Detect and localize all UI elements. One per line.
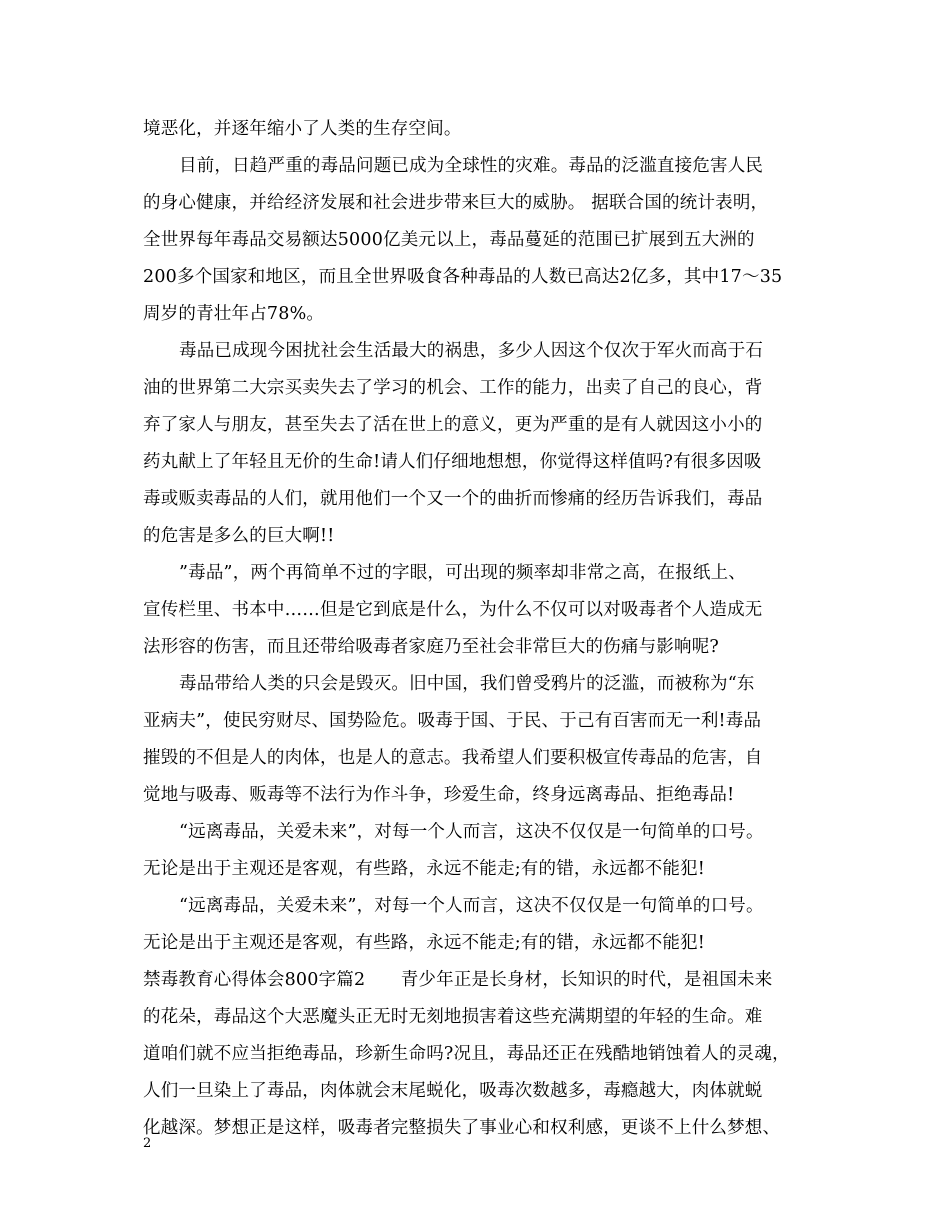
text-line: 觉地与吸毒、贩毒等不法行为作斗争，珍爱生命，终身远离毒品、拒绝毒品! (143, 785, 735, 805)
text-line: 的花朵，毒品这个大恶魔头正无时无刻地损害着这些充满期望的年轻的生命。难 (143, 1007, 763, 1027)
text-line: “远离毒品，关爱未来”，对每一个人而言，这决不仅仅是一句简单的口号。 (179, 822, 764, 842)
text-line: 油的世界第二大宗买卖失去了学习的机会、工作的能力，出卖了自己的良心，背 (143, 378, 763, 398)
text-line: 人们一旦染上了毒品，肉体就会末尾蜕化，吸毒次数越多，毒瘾越大，肉体就蜕 (143, 1081, 763, 1101)
text-line: 无论是出于主观还是客观，有些路，永远不能走;有的错，永远都不能犯! (143, 859, 706, 879)
text-line: 毒品带给人类的只会是毁灭。旧中国，我们曾受鸦片的泛滥，而被称为“东 (179, 674, 755, 694)
text-line: 药丸献上了年轻且无价的生命!请人们仔细地想想，你觉得这样值吗?有很多因吸 (143, 452, 762, 472)
text-line: 化越深。梦想正是这样，吸毒者完整损失了事业心和权利感，更谈不上什么梦想、 (143, 1118, 781, 1138)
page-number: 2 (143, 1136, 152, 1151)
text-line: 全世界每年毒品交易额达5000亿美元以上，毒品蔓延的范围已扩展到五大洲的 (143, 230, 755, 250)
text-line: 毒或贩卖毒品的人们，就用他们一个又一个的曲折而惨痛的经历告诉我们，毒品 (143, 489, 763, 509)
text-line: 200多个国家和地区，而且全世界吸食各种毒品的人数已高达2亿多，其中17～35 (143, 267, 783, 287)
text-line: 的身心健康，并给经济发展和社会进步带来巨大的威胁。 据联合国的统计表明， (143, 193, 769, 213)
text-line: 周岁的青壮年占78%。 (143, 304, 325, 324)
text-line: “远离毒品，关爱未来”，对每一个人而言，这决不仅仅是一句简单的口号。 (179, 896, 764, 916)
text-line: 法形容的伤害，而且还带给吸毒者家庭乃至社会非常巨大的伤痛与影响呢? (143, 637, 719, 657)
text-line: 目前，日趋严重的毒品问题已成为全球性的灾难。毒品的泛滥直接危害人民 (179, 156, 764, 176)
text-line: 摧毁的不但是人的肉体，也是人的意志。我希望人们要积极宣传毒品的危害，自 (143, 748, 763, 768)
text-line: 宣传栏里、书本中……但是它到底是什么，为什么不仅可以对吸毒者个人造成无 (143, 600, 763, 620)
text-line: 禁毒教育心得体会800字篇2 青少年正是长身材，长知识的时代，是祖国未来 (143, 970, 773, 990)
text-line: 毒品已成现今困扰社会生活最大的祸患，多少人因这个仅次于军火而高于石 (179, 341, 764, 361)
text-line: 亚病夫”，使民穷财尽、国势险危。吸毒于国、于民、于己有百害而无一利!毒品 (143, 711, 762, 731)
text-line: 道咱们就不应当拒绝毒品，珍新生命吗?况且，毒品还正在残酷地销蚀着人的灵魂， (143, 1044, 790, 1064)
text-line: 境恶化，并逐年缩小了人类的生存空间。 (143, 119, 462, 139)
text-line: ”毒品”，两个再简单不过的字眼，可出现的频率却非常之高，在报纸上、 (179, 563, 746, 583)
text-line: 的危害是多么的巨大啊!! (143, 526, 335, 546)
text-line: 弃了家人与朋友，甚至失去了活在世上的意义，更为严重的是有人就因这小小的 (143, 415, 763, 435)
text-line: 无论是出于主观还是客观，有些路，永远不能走;有的错，永远都不能犯! (143, 933, 706, 953)
